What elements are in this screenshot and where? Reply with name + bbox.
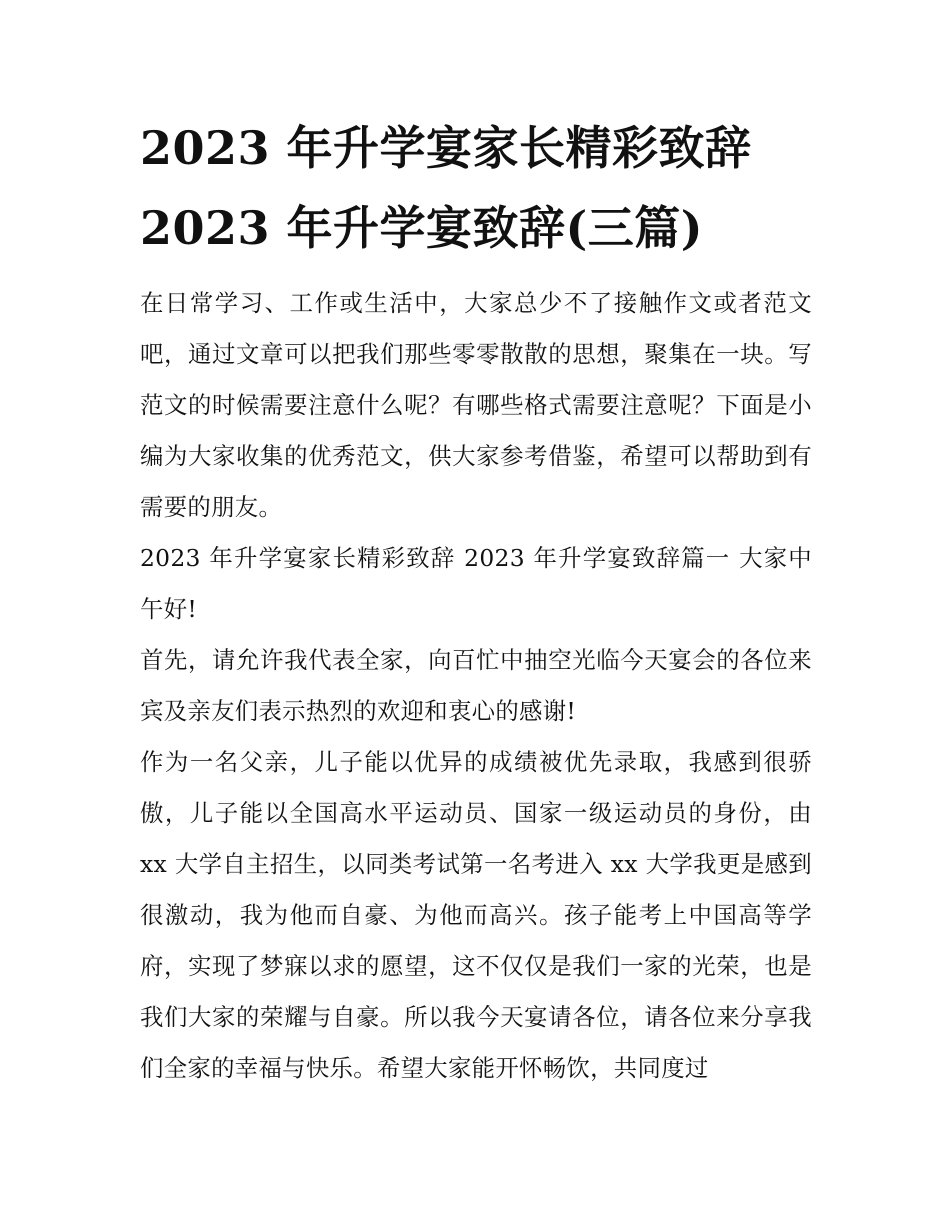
speech-heading-paragraph: 2023 年升学宴家长精彩致辞 2023 年升学宴致辞篇一 大家中午好! bbox=[140, 544, 812, 623]
title-line-1: 2023 年升学宴家长精彩致辞 bbox=[140, 121, 752, 175]
welcome-paragraph: 首先，请允许我代表全家，向百忙中抽空光临今天宴会的各位来宾及亲友们表示热烈的欢迎和衷心的感谢! bbox=[140, 646, 812, 725]
document-content bbox=[140, 108, 812, 1094]
document-title bbox=[140, 108, 812, 268]
speech-main-paragraph: 作为一名父亲，儿子能以优异的成绩被优先录取，我感到很骄傲，儿子能以全国高水平运动员、国家一级运动员的身份，由 xx 大学自主招生，以同类考试第一名考进入 xx 大学我更是感到很激动，我为他而自豪、为他而高兴。孩子能考上中国高等学府，实现了梦寐以求的愿望，这不仅仅是我们一家的光荣，也是我们大家的荣耀与自豪。所以我今天宴请各位，请各位来分享我们全家的幸福与快乐。希望大家能开怀畅饮，共同度过 bbox=[140, 748, 812, 1082]
title-line-2: 2023 年升学宴致辞(三篇) bbox=[140, 201, 704, 255]
intro-paragraph: 在日常学习、工作或生活中，大家总少不了接触作文或者范文吧，通过文章可以把我们那些零零散散的思想，聚集在一块。写范文的时候需要注意什么呢？有哪些格式需要注意呢？下面是小编为大家收集的优秀范文，供大家参考借鉴，希望可以帮助到有需要的朋友。 bbox=[140, 289, 812, 521]
document-body bbox=[140, 278, 812, 1094]
